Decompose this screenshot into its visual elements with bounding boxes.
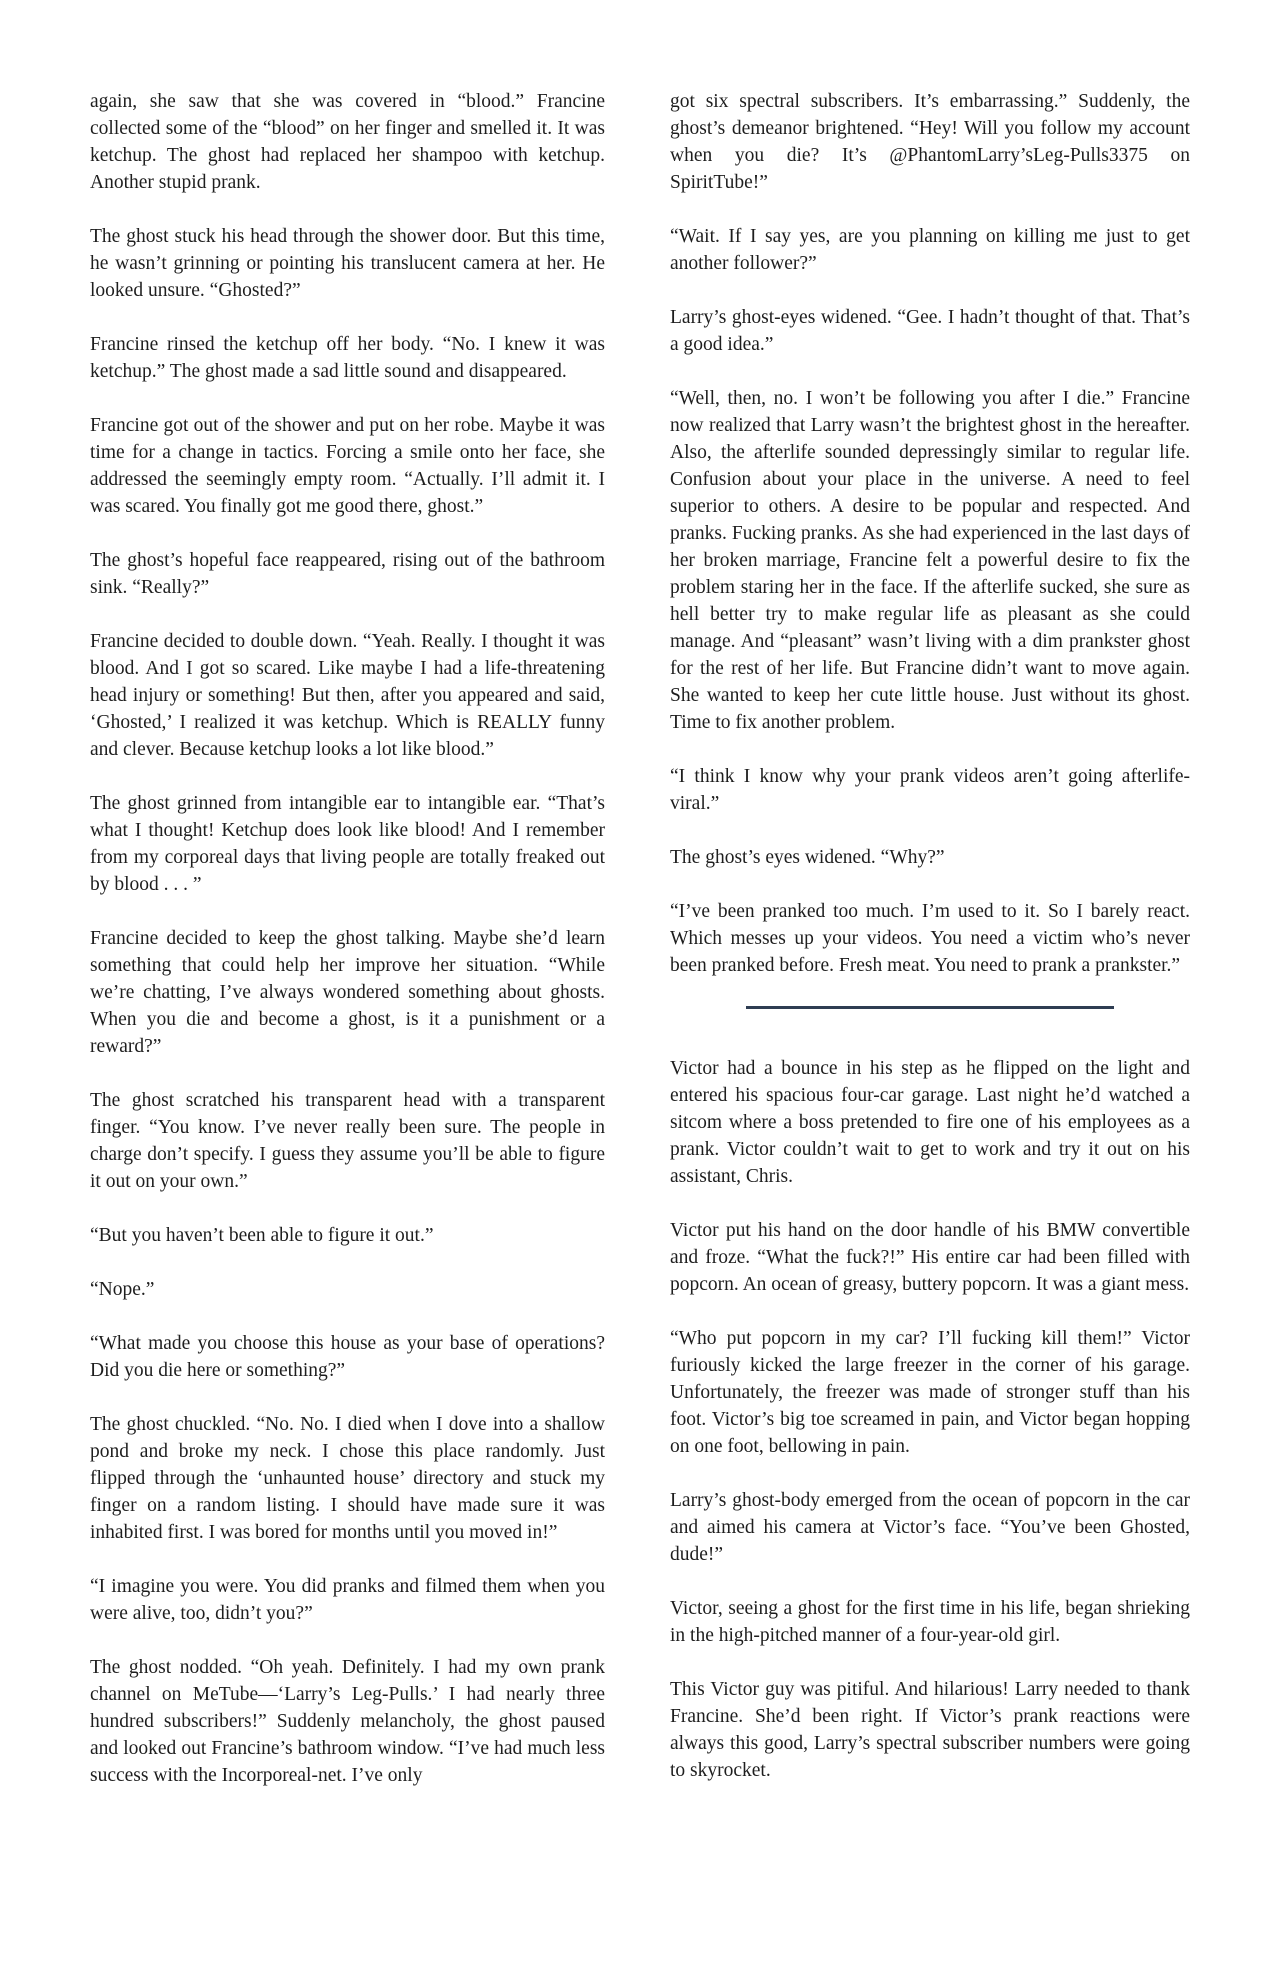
paragraph: Larry’s ghost-eyes widened. “Gee. I hadn’t thought of that. That’s a good idea.” <box>670 307 1190 355</box>
paragraph: The ghost nodded. “Oh yeah. Definitely. I had my own prank channel on MeTube—‘Larry’s Leg-Pulls.’ I had nearly three hundred subscribers!” Suddenly melancholy, the ghost paused and looked out Francine’s bathroom window. “I’ve had much less success with the Incorporeal-net. I’ve only <box>90 1657 605 1786</box>
paragraph: Francine got out of the shower and put on her robe. Maybe it was time for a change in tactics. Forcing a smile onto her face, she addressed the seemingly empty room. “Actually. I’ll admit it. I was scared. You finally got me good there, ghost.” <box>90 415 605 517</box>
paragraph: The ghost grinned from intangible ear to intangible ear. “That’s what I thought! Ketchup does look like blood! And I remember from my corporeal days that living people are totally freaked out by blood . . . ” <box>90 793 605 895</box>
paragraph: The ghost chuckled. “No. No. I died when I dove into a shallow pond and broke my neck. I chose this place randomly. Just flipped through the ‘unhaunted house’ directory and stuck my finger on a random listing. I should have made sure it was inhabited first. I was bored for months until you moved in!” <box>90 1414 605 1543</box>
paragraph: got six spectral subscribers. It’s embarrassing.” Suddenly, the ghost’s demeanor brightened. “Hey! Will you follow my account when you die? It’s @PhantomLarry’sLeg-Pulls3375 on SpiritTube!” <box>670 91 1190 193</box>
paragraph: “What made you choose this house as your base of operations? Did you die here or something?” <box>90 1333 605 1381</box>
section-divider <box>746 1006 1114 1009</box>
paragraph: “But you haven’t been able to figure it out.” <box>90 1225 434 1246</box>
paragraph: “Wait. If I say yes, are you planning on killing me just to get another follower?” <box>670 226 1190 274</box>
paragraph: The ghost’s eyes widened. “Why?” <box>670 847 945 868</box>
paragraph: The ghost scratched his transparent head with a transparent finger. “You know. I’ve never really been sure. The people in charge don’t specify. I guess they assume you’ll be able to figure it out on your own.” <box>90 1090 605 1192</box>
paragraph: Francine rinsed the ketchup off her body. “No. I knew it was ketchup.” The ghost made a sad little sound and disappeared. <box>90 334 605 382</box>
paragraph: Victor put his hand on the door handle of his BMW convertible and froze. “What the fuck?!” His entire car had been filled with popcorn. An ocean of greasy, buttery popcorn. It was a giant mess. <box>670 1220 1190 1295</box>
paragraph: “Well, then, no. I won’t be following you after I die.” Francine now realized that Larry wasn’t the brightest ghost in the hereafter. Also, the afterlife sounded depressingly similar to regular life. Confusion about your place in the universe. A need to feel superior to others. A desire to be popular and respected. And pranks. Fucking pranks. As she had experienced in the last days of her broken marriage, Francine felt a powerful desire to fix the problem staring her in the face. If the afterlife sucked, she sure as hell better try to make regular life as pleasant as she could manage. And “pleasant” wasn’t living with a dim prankster ghost for the rest of her life. But Francine didn’t want to move again. She wanted to keep her cute little house. Just without its ghost. Time to fix another problem. <box>670 388 1190 733</box>
paragraph: “Who put popcorn in my car? I’ll fucking kill them!” Victor furiously kicked the large freezer in the corner of his garage. Unfortunately, the freezer was made of stronger stuff than his foot. Victor’s big toe screamed in pain, and Victor began hopping on one foot, bellowing in pain. <box>670 1328 1190 1457</box>
paragraph: “I’ve been pranked too much. I’m used to it. So I barely react. Which messes up your videos. You need a victim who’s never been pranked before. Fresh meat. You need to prank a prankster.” <box>670 901 1190 976</box>
paragraph: Francine decided to keep the ghost talking. Maybe she’d learn something that could help her improve her situation. “While we’re chatting, I’ve always wondered something about ghosts. When you die and become a ghost, is it a punishment or a reward?” <box>90 928 605 1057</box>
paragraph: Francine decided to double down. “Yeah. Really. I thought it was blood. And I got so scared. Like maybe I had a life-threatening head injury or something! But then, after you appeared and said, ‘Ghosted,’ I realized it was ketchup. Which is REALLY funny and clever. Because ketchup looks a lot like blood.” <box>90 631 605 760</box>
right-text-column <box>670 88 1190 1784</box>
paragraph: Victor, seeing a ghost for the first time in his life, began shrieking in the high-pitched manner of a four-year-old girl. <box>670 1598 1190 1646</box>
paragraph: Larry’s ghost-body emerged from the ocean of popcorn in the car and aimed his camera at Victor’s face. “You’ve been Ghosted, dude!” <box>670 1490 1190 1565</box>
paragraph: Victor had a bounce in his step as he flipped on the light and entered his spacious four-car garage. Last night he’d watched a sitcom where a boss pretended to fire one of his employees as a prank. Victor couldn’t wait to get to work and try it out on his assistant, Chris. <box>670 1058 1190 1187</box>
paragraph: “Nope.” <box>90 1279 155 1300</box>
left-text-column <box>90 88 605 1789</box>
paragraph: “I imagine you were. You did pranks and filmed them when you were alive, too, didn’t you?” <box>90 1576 605 1624</box>
paragraph: “I think I know why your prank videos aren’t going afterlife-viral.” <box>670 766 1190 814</box>
paragraph: This Victor guy was pitiful. And hilarious! Larry needed to thank Francine. She’d been right. If Victor’s prank reactions were always this good, Larry’s spectral subscriber numbers were going to skyrocket. <box>670 1679 1190 1781</box>
paragraph: The ghost’s hopeful face reappeared, rising out of the bathroom sink. “Really?” <box>90 550 605 598</box>
paragraph: again, she saw that she was covered in “blood.” Francine collected some of the “blood” on her finger and smelled it. It was ketchup. The ghost had replaced her shampoo with ketchup. Another stupid prank. <box>90 91 605 193</box>
paragraph: The ghost stuck his head through the shower door. But this time, he wasn’t grinning or pointing his translucent camera at her. He looked unsure. “Ghosted?” <box>90 226 605 301</box>
